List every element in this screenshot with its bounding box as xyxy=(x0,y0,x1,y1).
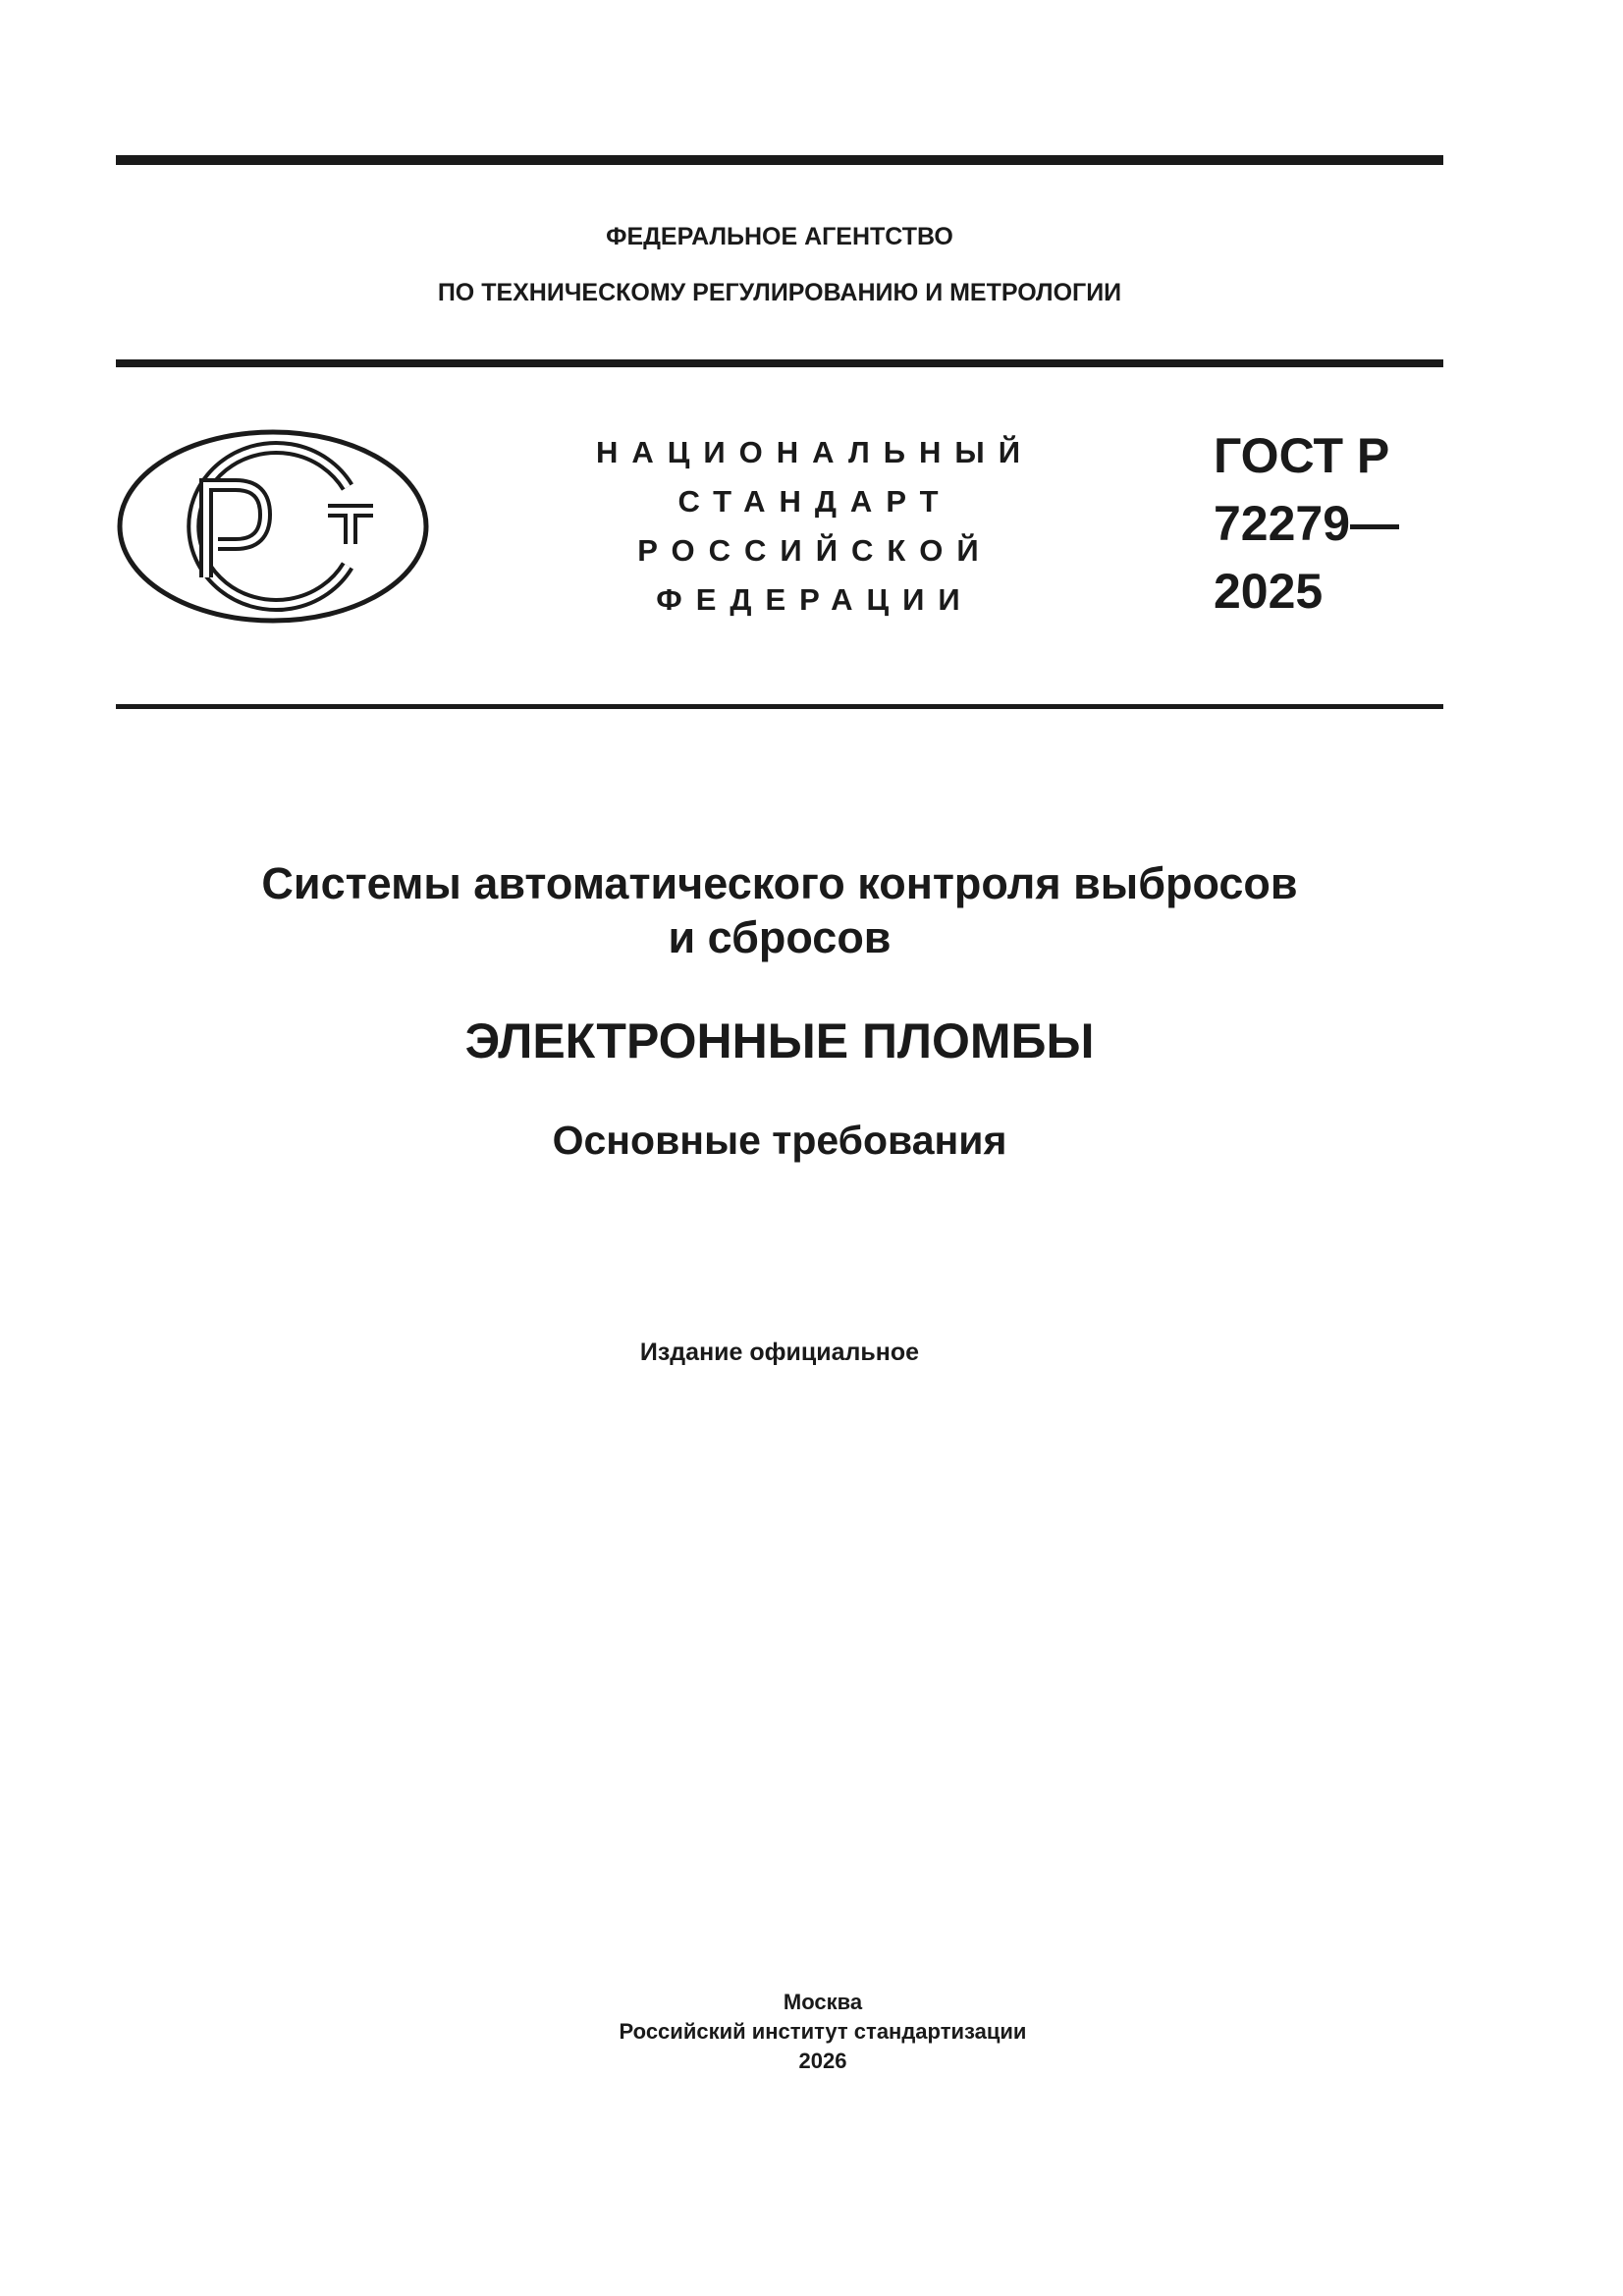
document-title-line-1: Системы автоматического контроля выбросов xyxy=(261,858,1298,908)
document-title xyxy=(116,856,1443,964)
imprint-year: 2026 xyxy=(798,2049,847,2073)
standard-type-line: НАЦИОНАЛЬНЫЙ xyxy=(595,435,1035,469)
agency-line-1: ФЕДЕРАЛЬНОЕ АГЕНТСТВО xyxy=(606,223,953,250)
document-title-line-2: и сбросов xyxy=(668,912,892,962)
edition-label: Издание официальное xyxy=(639,1339,920,1366)
document-subtitle: ЭЛЕКТРОННЫЕ ПЛОМБЫ xyxy=(464,1013,1095,1068)
standard-code-line-3: 2025 xyxy=(1214,564,1324,619)
top-rule xyxy=(116,155,1443,165)
standard-code-line-1: ГОСТ Р xyxy=(1214,428,1390,483)
header-rule xyxy=(116,359,1443,367)
standard-rule xyxy=(116,704,1443,709)
imprint xyxy=(116,1988,1530,2076)
document-requirements: Основные требования xyxy=(552,1118,1007,1163)
standard-type xyxy=(589,428,1041,625)
agency-line-2: ПО ТЕХНИЧЕСКОМУ РЕГУЛИРОВАНИЮ И МЕТРОЛОГИИ xyxy=(437,279,1122,306)
standard-type-line: СТАНДАРТ xyxy=(677,484,952,519)
standard-code xyxy=(1214,422,1443,626)
standard-code-line-2: 72279— xyxy=(1214,496,1400,551)
imprint-publisher: Российский институт стандартизации xyxy=(619,2019,1027,2044)
rst-logo-icon xyxy=(116,428,430,625)
standard-type-line: ФЕДЕРАЦИИ xyxy=(656,582,974,617)
standard-type-line: РОССИЙСКОЙ xyxy=(637,533,993,568)
imprint-city: Москва xyxy=(783,1990,863,2014)
